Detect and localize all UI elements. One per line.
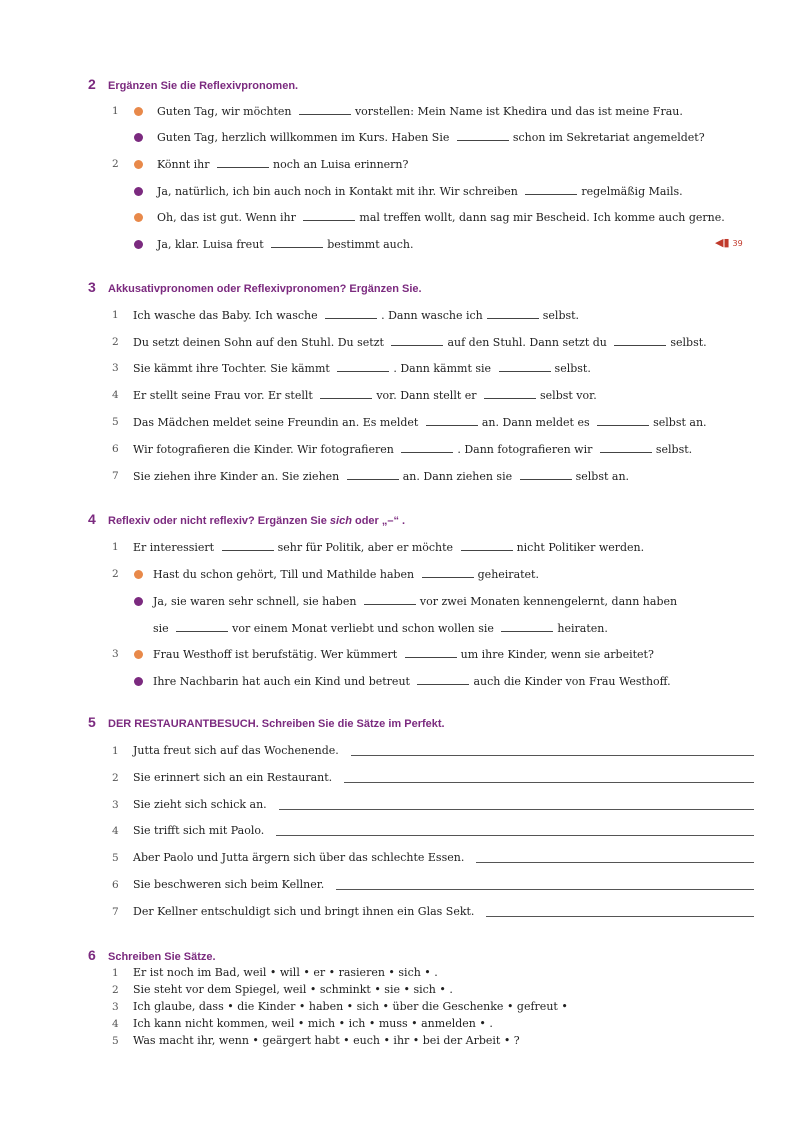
exercise-number: 5 [88, 714, 96, 730]
speaker-bullet-orange [134, 570, 143, 579]
sentence-text: Jutta freut sich auf das Wochenende. [133, 744, 339, 757]
line-number: 7 [112, 470, 119, 482]
sentence-text: Sie steht vor dem Spiegel, weil • schminkt • sie • sich • . [133, 983, 453, 996]
exercise-line [0, 103, 800, 119]
gap-input[interactable] [520, 468, 572, 480]
exercise-line [0, 877, 800, 893]
sentence [133, 360, 591, 377]
exercise-line [0, 904, 800, 920]
sentence-text: selbst. [554, 362, 591, 375]
line-number: 1 [112, 745, 119, 757]
speaker-bullet-orange [134, 160, 143, 169]
speaker-bullet-purple [134, 187, 143, 196]
line-number: 1 [112, 309, 119, 321]
sentence [133, 1033, 520, 1049]
line-number: 5 [112, 1035, 119, 1047]
gap-input[interactable] [422, 566, 474, 578]
sentence-text: Du setzt deinen Sohn auf den Stuhl. Du setzt [133, 336, 388, 349]
sentence-text: heiraten. [557, 622, 608, 635]
sentence-text: Ja, klar. Luisa freut [157, 238, 268, 251]
sentence [133, 965, 438, 981]
sentence [133, 1016, 493, 1032]
exercise-3-heading [88, 279, 422, 297]
line-number: 4 [112, 389, 119, 401]
exercise-number: 3 [88, 279, 96, 295]
gap-input[interactable] [320, 387, 372, 399]
exercise-5-heading [88, 714, 445, 732]
sentence-text: bestimmt auch. [327, 238, 414, 251]
gap-input[interactable] [401, 441, 453, 453]
exercise-line [0, 360, 800, 376]
gap-input[interactable] [347, 468, 399, 480]
gap-input[interactable] [457, 129, 509, 141]
answer-line-input[interactable] [476, 851, 754, 863]
sentence-text: Guten Tag, herzlich willkommen im Kurs. Haben Sie [157, 131, 453, 144]
gap-input[interactable] [417, 673, 469, 685]
sentence [153, 646, 654, 663]
line-number: 3 [112, 648, 119, 660]
sentence [133, 770, 332, 786]
sentence-text: selbst. [655, 443, 693, 456]
exercise-number: 6 [88, 947, 96, 963]
exercise-6-heading [88, 947, 216, 965]
speaker-bullet-orange [134, 213, 143, 222]
line-number: 5 [112, 416, 119, 428]
gap-input[interactable] [426, 414, 478, 426]
sentence-text: mal treffen wollt, dann sag mir Bescheid. Ich komme auch gerne. [359, 211, 725, 224]
exercise-line [0, 850, 800, 866]
sentence-text: vor zwei Monaten kennengelernt, dann haben [419, 595, 678, 608]
gap-input[interactable] [337, 360, 389, 372]
gap-input[interactable] [405, 646, 457, 658]
sentence-text: auch die Kinder von Frau Westhoff. [473, 675, 671, 688]
exercise-line [0, 646, 800, 662]
sentence [133, 850, 464, 866]
sentence-text: Sie ziehen ihre Kinder an. Sie ziehen [133, 470, 343, 483]
gap-input[interactable] [299, 103, 351, 115]
sentence-text: noch an Luisa erinnern? [273, 158, 409, 171]
sentence-text: Ja, natürlich, ich bin auch noch in Kontakt mit ihr. Wir schreiben [157, 185, 522, 198]
exercise-line [0, 129, 800, 145]
exercise-line [0, 566, 800, 582]
exercise-title: Schreiben Sie Sätze. [108, 951, 216, 963]
sentence-text: vor einem Monat verliebt und schon wollen sie [232, 622, 498, 635]
answer-line-input[interactable] [336, 878, 754, 890]
sentence-text: Oh, das ist gut. Wenn ihr [157, 211, 300, 224]
sentence-text: vor. Dann stellt er [376, 389, 481, 402]
sentence [133, 797, 267, 813]
gap-input[interactable] [461, 539, 513, 551]
answer-line-input[interactable] [279, 798, 754, 810]
sentence-text: Sie trifft sich mit Paolo. [133, 824, 265, 837]
exercise-number: 2 [88, 76, 96, 92]
exercise-line [0, 620, 800, 636]
exercise-line [0, 307, 800, 323]
line-number: 3 [112, 1001, 119, 1013]
sentence-text: selbst an. [653, 416, 707, 429]
sentence [133, 468, 629, 485]
speaker-icon: ◀▮ [715, 236, 730, 249]
gap-input[interactable] [222, 539, 274, 551]
exercise-title: DER RESTAURANTBESUCH. Schreiben Sie die Sätze im Perfekt. [108, 718, 445, 730]
sentence-text: Er stellt seine Frau vor. Er stellt [133, 389, 317, 402]
answer-line-input[interactable] [276, 824, 754, 836]
sentence-text: sie [153, 622, 173, 635]
exercise-title [108, 515, 405, 527]
sentence-text: Ja, sie waren sehr schnell, sie haben [153, 595, 360, 608]
sentence-text: Ich glaube, dass • die Kinder • haben • sich • über die Geschenke • gefreut • [133, 1000, 568, 1013]
sentence-text: geheiratet. [477, 568, 539, 581]
exercise-4-heading [88, 511, 405, 529]
sentence-text: selbst. [670, 336, 707, 349]
line-number: 6 [112, 443, 119, 455]
gap-input[interactable] [614, 334, 666, 346]
line-number: 3 [112, 799, 119, 811]
sentence-text: vorstellen: Mein Name ist Khedira und das ist meine Frau. [354, 105, 683, 118]
speaker-bullet-purple [134, 133, 143, 142]
sentence [133, 823, 264, 839]
line-number: 6 [112, 879, 119, 891]
sentence-text: . Dann wasche ich [381, 309, 483, 322]
line-number: 1 [112, 105, 119, 117]
gap-input[interactable] [391, 334, 443, 346]
sentence-text: auf den Stuhl. Dann setzt du [447, 336, 611, 349]
speaker-bullet-orange [134, 107, 143, 116]
sentence [157, 236, 414, 253]
sentence-text: Er ist noch im Bad, weil • will • er • rasieren • sich • . [133, 966, 438, 979]
gap-input[interactable] [303, 209, 355, 221]
sentence-text: Ich kann nicht kommen, weil • mich • ich • muss • anmelden • . [133, 1017, 493, 1030]
sentence [153, 566, 539, 583]
line-number: 2 [112, 158, 119, 170]
sentence-text: Ihre Nachbarin hat auch ein Kind und betreut [153, 675, 414, 688]
exercise-line [0, 823, 800, 839]
exercise-line [0, 770, 800, 786]
exercise-line [0, 999, 800, 1015]
sentence [157, 103, 683, 120]
audio-track-number: 39 [732, 239, 743, 248]
exercise-line [0, 468, 800, 484]
sentence [133, 307, 579, 324]
sentence [157, 209, 725, 226]
line-number: 4 [112, 1018, 119, 1030]
sentence [133, 743, 339, 759]
exercise-title: Akkusativpronomen oder Reflexivpronomen? Ergänzen Sie. [108, 283, 422, 295]
exercise-line [0, 1016, 800, 1032]
exercise-line [0, 209, 800, 225]
sentence-text: selbst an. [575, 470, 630, 483]
exercise-line [0, 183, 800, 199]
speaker-bullet-purple [134, 677, 143, 686]
exercise-line [0, 539, 800, 555]
sentence-text: nicht Politiker werden. [516, 541, 645, 554]
exercise-number: 4 [88, 511, 96, 527]
gap-input[interactable] [501, 620, 553, 632]
sentence [153, 673, 671, 690]
gap-input[interactable] [364, 593, 416, 605]
sentence [157, 183, 683, 200]
exercise-line [0, 334, 800, 350]
gap-input[interactable] [597, 414, 649, 426]
sentence-text: an. Dann ziehen sie [402, 470, 516, 483]
sentence-text: um ihre Kinder, wenn sie arbeitet? [460, 648, 654, 661]
audio-track[interactable] [715, 236, 743, 249]
gap-input[interactable] [487, 307, 539, 319]
gap-input[interactable] [484, 387, 536, 399]
sentence-text: . Dann fotografieren wir [457, 443, 596, 456]
exercise-title-italic: sich [329, 515, 352, 527]
exercise-line [0, 1033, 800, 1049]
line-number: 2 [112, 984, 119, 996]
sentence [153, 593, 677, 610]
sentence-text: Sie zieht sich schick an. [133, 798, 267, 811]
line-number: 4 [112, 825, 119, 837]
exercise-line [0, 743, 800, 759]
line-number: 2 [112, 772, 119, 784]
speaker-bullet-purple [134, 597, 143, 606]
line-number: 3 [112, 362, 119, 374]
sentence-text: Sie kämmt ihre Tochter. Sie kämmt [133, 362, 334, 375]
sentence-text: schon im Sekretariat angemeldet? [512, 131, 705, 144]
sentence-text: selbst vor. [540, 389, 597, 402]
sentence-text: selbst. [542, 309, 580, 322]
exercise-line [0, 387, 800, 403]
sentence [157, 156, 408, 173]
sentence [133, 999, 568, 1015]
line-number: 5 [112, 852, 119, 864]
line-number: 2 [112, 568, 119, 580]
exercise-line [0, 965, 800, 981]
sentence [133, 877, 324, 893]
sentence-text: Sie erinnert sich an ein Restaurant. [133, 771, 333, 784]
sentence-text: Was macht ihr, wenn • geärgert habt • euch • ihr • bei der Arbeit • ? [133, 1034, 520, 1047]
sentence-text: Der Kellner entschuldigt sich und bringt ihnen ein Glas Sekt. [133, 905, 475, 918]
answer-line-input[interactable] [344, 771, 754, 783]
exercise-line [0, 156, 800, 172]
gap-input[interactable] [271, 236, 323, 248]
sentence-text: Guten Tag, wir möchten [157, 105, 295, 118]
gap-input[interactable] [525, 183, 577, 195]
exercise-line [0, 414, 800, 430]
exercise-line [0, 236, 800, 252]
exercise-title-part: Reflexiv oder nicht reflexiv? Ergänzen Sie [108, 515, 330, 527]
sentence-text: Er interessiert [133, 541, 218, 554]
sentence [133, 904, 474, 920]
gap-input[interactable] [499, 360, 551, 372]
sentence [133, 539, 644, 556]
answer-line-input[interactable] [486, 905, 754, 917]
line-number: 7 [112, 906, 119, 918]
sentence [133, 387, 597, 404]
line-number: 1 [112, 967, 119, 979]
sentence [153, 620, 608, 637]
sentence-text: Frau Westhoff ist berufstätig. Wer kümmert [153, 648, 401, 661]
exercise-line [0, 441, 800, 457]
sentence-text: sehr für Politik, aber er möchte [277, 541, 457, 554]
sentence-text: Sie beschweren sich beim Kellner. [133, 878, 325, 891]
sentence-text: . Dann kämmt sie [393, 362, 495, 375]
exercise-line [0, 673, 800, 689]
sentence-text: Ich wasche das Baby. Ich wasche [133, 309, 322, 322]
sentence-text: Hast du schon gehört, Till und Mathilde haben [153, 568, 418, 581]
speaker-bullet-orange [134, 650, 143, 659]
sentence [157, 129, 705, 146]
gap-input[interactable] [176, 620, 228, 632]
answer-line-input[interactable] [351, 744, 754, 756]
line-number: 2 [112, 336, 119, 348]
gap-input[interactable] [600, 441, 652, 453]
exercise-line [0, 593, 800, 609]
exercise-2-heading [88, 76, 298, 94]
exercise-line [0, 797, 800, 813]
sentence [133, 982, 453, 998]
sentence [133, 414, 707, 431]
sentence [133, 334, 707, 351]
speaker-bullet-purple [134, 240, 143, 249]
line-number: 1 [112, 541, 119, 553]
sentence-text: an. Dann meldet es [481, 416, 594, 429]
gap-input[interactable] [217, 156, 269, 168]
sentence-text: Aber Paolo und Jutta ärgern sich über das schlechte Essen. [133, 851, 465, 864]
sentence-text: Das Mädchen meldet seine Freundin an. Es meldet [133, 416, 422, 429]
sentence [133, 441, 692, 458]
gap-input[interactable] [325, 307, 377, 319]
sentence-text: Wir fotografieren die Kinder. Wir fotografieren [133, 443, 398, 456]
exercise-title: Ergänzen Sie die Reflexivpronomen. [108, 80, 299, 92]
exercise-title-part: oder „–“ . [351, 515, 406, 527]
sentence-text: Könnt ihr [157, 158, 213, 171]
exercise-line [0, 982, 800, 998]
sentence-text: regelmäßig Mails. [581, 185, 683, 198]
